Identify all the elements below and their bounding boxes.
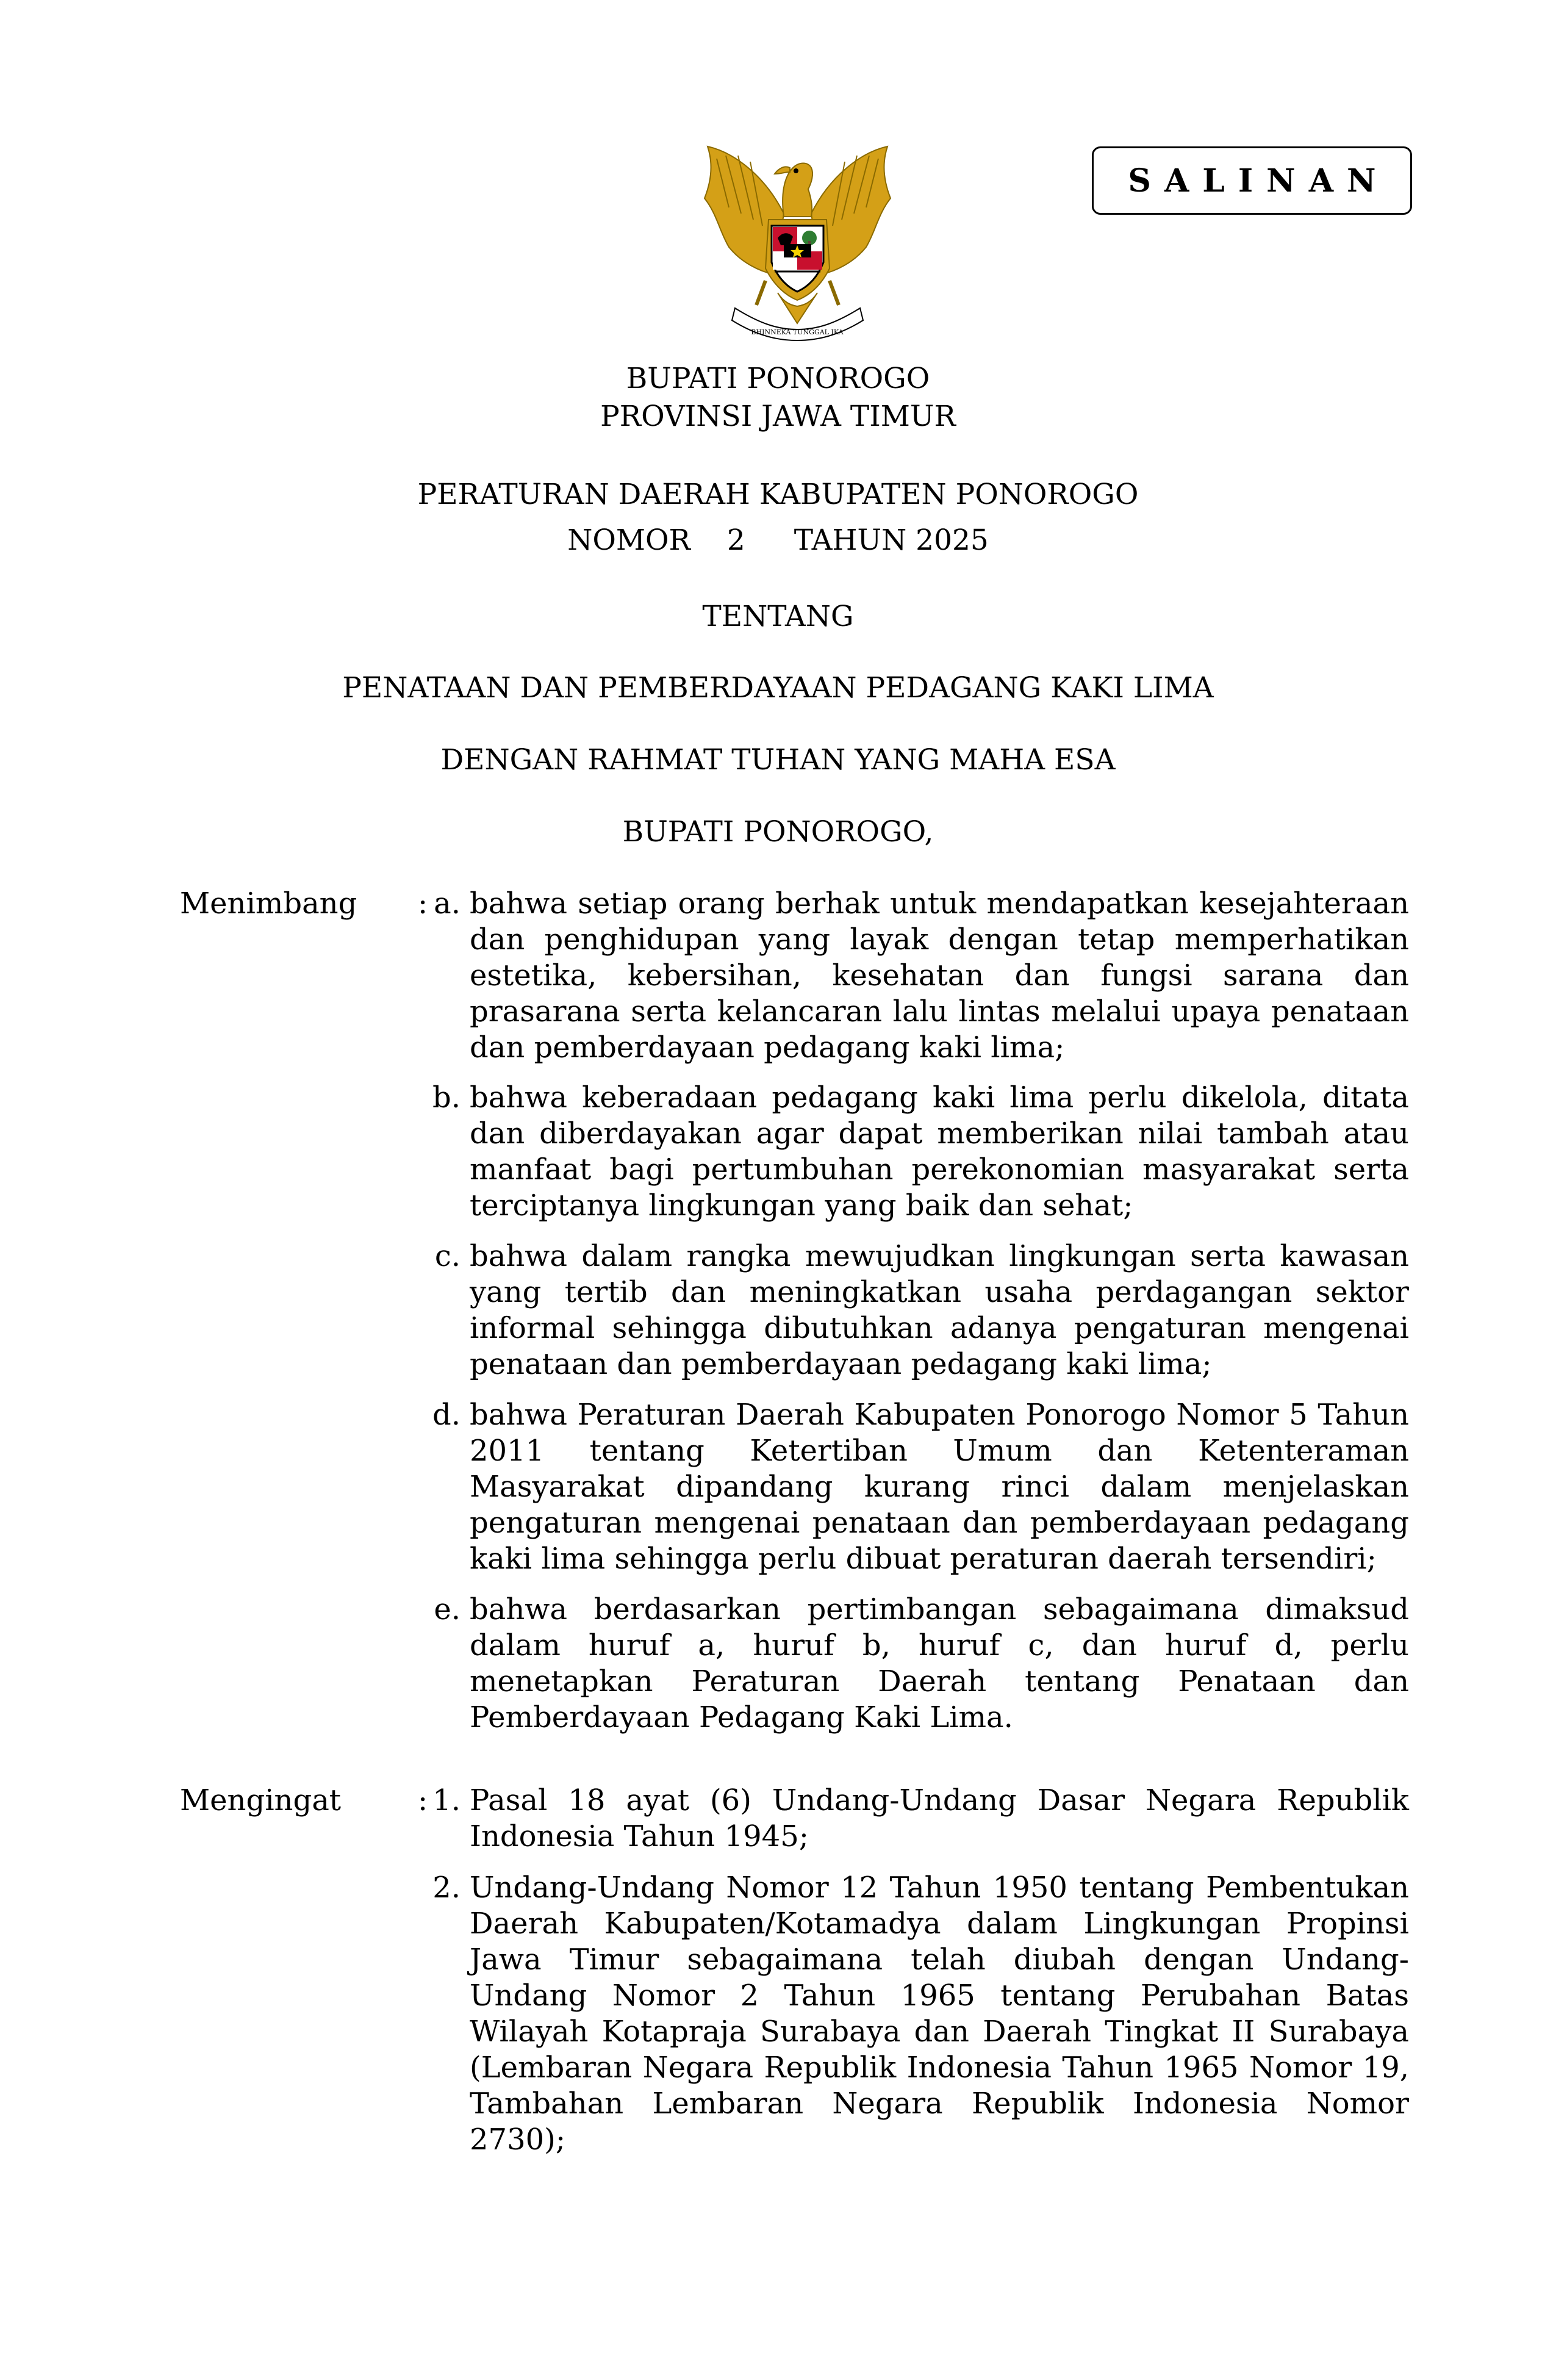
header-tentang (0, 598, 1556, 636)
nomor-label: NOMOR (567, 523, 690, 557)
item-marker: 1. (432, 1783, 461, 1817)
item-text: bahwa Peraturan Daerah Kabupaten Ponorogo Nomor 5 Tahun 2011 tentang Ketertiban Umum dan Ketenteraman Masyarakat dipandang kurang rinci dalam menjelaskan pengaturan mengenai penataan dan pemberdayaan pedagang kaki lima sehingga perlu dibuat peraturan daerah tersendiri; (470, 1398, 1409, 1576)
header-bupati (0, 360, 1556, 436)
nomor-value: 2 (726, 523, 745, 557)
item-marker: 2. (432, 1871, 461, 1905)
salinan-stamp: SALINAN (1092, 146, 1412, 215)
menimbang-colon: : (418, 886, 428, 921)
header-peraturan (0, 476, 1556, 514)
header-rahmat (0, 741, 1556, 779)
item-text: bahwa setiap orang berhak untuk mendapatkan kesejahteraan dan penghidupan yang layak dengan tetap memperhatikan estetika, kebersihan, kesehatan dan fungsi sarana dan prasarana serta kelancaran lalu lintas melalui upaya penataan dan pemberdayaan pedagang kaki lima; (470, 886, 1409, 1065)
svg-text:BHINNEKA TUNGGAL IKA: BHINNEKA TUNGGAL IKA (751, 328, 844, 336)
header-line-peraturan: PERATURAN DAERAH KABUPATEN PONOROGO (417, 478, 1139, 511)
tahun-label: TAHUN 2025 (794, 523, 989, 557)
item-text: bahwa dalam rangka mewujudkan lingkungan serta kawasan yang tertib dan meningkatkan usaha perdagangan sektor informal sehingga dibutuhkan adanya pengaturan mengenai penataan dan pemberdayaan pedagang kaki lima; (470, 1239, 1409, 1381)
mengingat-colon: : (418, 1783, 428, 1817)
header-line-bupati: BUPATI PONOROGO (626, 362, 930, 395)
item-text: bahwa keberadaan pedagang kaki lima perlu dikelola, ditata dan diberdayakan agar dapat memberikan nilai tambah atau manfaat bagi pertumbuhan perekonomian masyarakat serta terciptanya lingkungan yang baik dan sehat; (470, 1080, 1409, 1223)
item-text: Undang-Undang Nomor 12 Tahun 1950 tentang Pembentukan Daerah Kabupaten/Kotamadya dalam Lingkungan Propinsi Jawa Timur sebagaimana telah diubah dengan Undang-Undang Nomor 2 Tahun 1965 tentang Perubahan Batas Wilayah Kotapraja Surabaya dan Daerah Tingkat II Surabaya (Lembaran Negara Republik Indonesia Tahun 1965 Nomor 19, Tambahan Lembaran Negara Republik Indonesia Nomor 2730); (470, 1871, 1409, 2157)
rahmat-line: DENGAN RAHMAT TUHAN YANG MAHA ESA (440, 743, 1116, 777)
nomor-row (0, 522, 1556, 559)
header-line-provinsi: PROVINSI JAWA TIMUR (600, 400, 956, 433)
item-marker: d. (432, 1398, 461, 1432)
item-marker: c. (434, 1239, 461, 1273)
item-marker: b. (432, 1080, 461, 1115)
header-subject (0, 669, 1556, 707)
tentang-label: TENTANG (702, 600, 854, 633)
garuda-emblem-icon (692, 140, 903, 342)
menimbang-label: Menimbang (180, 886, 357, 921)
item-text: bahwa berdasarkan pertimbangan sebagaimana dimaksud dalam huruf a, huruf b, huruf c, dan huruf d, perlu menetapkan Peraturan Daerah tentang Penataan dan Pemberdayaan Pedagang Kaki Lima. (470, 1592, 1409, 1735)
item-marker: a. (434, 886, 461, 921)
regulation-subject: PENATAAN DAN PEMBERDAYAAN PEDAGANG KAKI LIMA (342, 671, 1214, 705)
item-text: Pasal 18 ayat (6) Undang-Undang Dasar Negara Republik Indonesia Tahun 1945; (470, 1783, 1409, 1853)
header-bupati-signature (0, 813, 1556, 851)
item-marker: e. (434, 1592, 461, 1627)
mengingat-label: Mengingat (180, 1783, 342, 1817)
bupati-line: BUPATI PONOROGO, (622, 815, 934, 849)
